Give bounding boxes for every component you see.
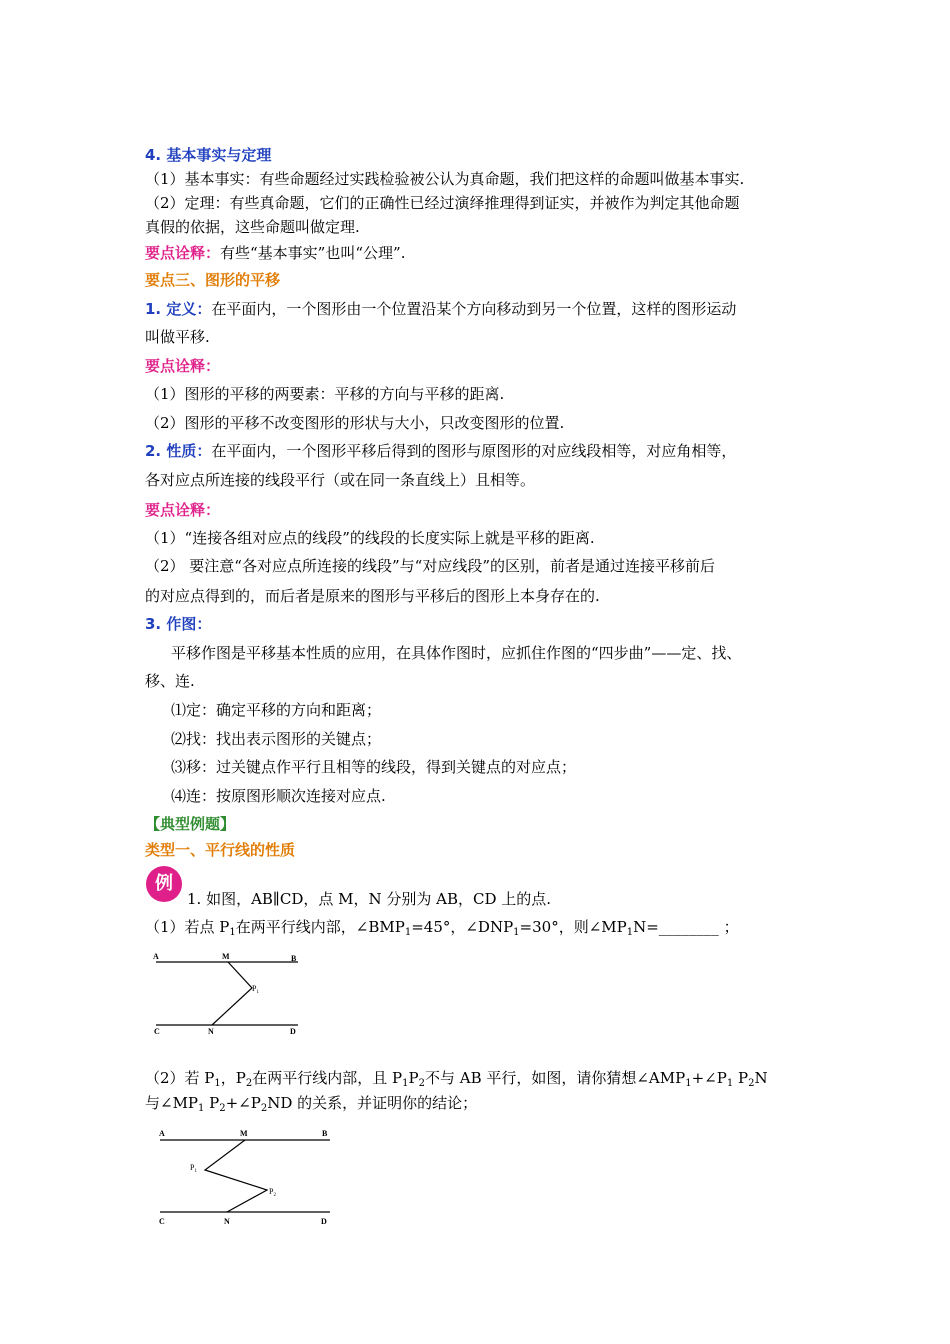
figure-1 bbox=[150, 950, 310, 1040]
section4-title: 4. 基本事实与定理 bbox=[145, 146, 272, 164]
label-b: B bbox=[322, 1129, 328, 1138]
definition-line-2: 叫做平移. bbox=[145, 328, 210, 346]
type1-title: 类型一、平行线的性质 bbox=[145, 841, 296, 859]
definition-line-1 bbox=[145, 299, 736, 319]
question-part-2-line-1: （2）若 $P_1$，$P_2$在两平行线内部，且 $P_1P_2$不与 AB 平行，如图，请你猜想$\angle AMP_1+\angle P_1$ $P_2N$ bbox=[145, 1069, 768, 1089]
question-part-1: （1）若点 $P_1$在两平行线内部，$\angle BMP_1=45^\circ$，$\angle DNP_1=30^\circ$，则$\angle MP_1N=\_\_\_\_\_\_\_\_$ ； bbox=[145, 918, 739, 938]
drawing-step-3: ⑶移：过关键点作平行且相等的线段，得到关键点的对应点； bbox=[171, 758, 577, 776]
note-text: 有些“基本事实”也叫“公理”. bbox=[220, 244, 406, 262]
examples-header: 【典型例题】 bbox=[145, 815, 236, 833]
note2-item-3: 的对应点得到的，而后者是原来的图形与平移后的图形上本身存在的. bbox=[145, 587, 600, 605]
drawing-step-1: ⑴定：确定平移的方向和距离； bbox=[171, 701, 382, 719]
property-line-2: 各对应点所连接的线段平行（或在同一条直线上）且相等。 bbox=[145, 471, 536, 489]
label-n: N bbox=[208, 1027, 214, 1036]
question-part-2-line-2: 与$\angle MP_1$ $P_2+\angle P_2ND$ 的关系，并证明你的结论； bbox=[145, 1094, 478, 1114]
path-m-p1-p2-n bbox=[205, 1140, 267, 1212]
label-a: A bbox=[153, 952, 159, 961]
definition-text: 在平面内，一个图形由一个位置沿某个方向移动到另一个位置，这样的图形运动 bbox=[211, 300, 737, 318]
label-d: D bbox=[321, 1217, 327, 1226]
label-b: B bbox=[291, 954, 297, 963]
label-p1: $P_1$ bbox=[190, 1163, 197, 1174]
label-m: M bbox=[222, 952, 230, 961]
label-n: N bbox=[224, 1217, 230, 1226]
label-c: C bbox=[159, 1217, 165, 1226]
note2-label: 要点诠释： bbox=[145, 501, 221, 519]
label-m: M bbox=[240, 1129, 248, 1138]
property-line-1 bbox=[145, 441, 736, 461]
property-label: 2. 性质： bbox=[145, 442, 212, 460]
note1-item-2: （2）图形的平移不改变图形的形状与大小，只改变图形的位置. bbox=[145, 414, 565, 432]
label-p2: $P_2$ bbox=[269, 1187, 276, 1198]
note-line bbox=[145, 243, 405, 263]
label-d: D bbox=[290, 1027, 296, 1036]
note1-item-1: （1）图形的平移的两要素：平移的方向与平移的距离. bbox=[145, 385, 505, 403]
drawing-text-1: 平移作图是平移基本性质的应用，在具体作图时，应抓住作图的“四步曲”——定、找、 bbox=[171, 644, 742, 662]
drawing-step-2: ⑵找：找出表示图形的关键点； bbox=[171, 730, 382, 748]
drawing-text-2: 移、连. bbox=[145, 672, 195, 690]
fact-definition: （1）基本事实：有些命题经过实践检验被公认为真命题，我们把这样的命题叫做基本事实. bbox=[145, 170, 745, 188]
example-badge-icon: 例 bbox=[146, 866, 182, 902]
path-m-p1-n bbox=[212, 962, 252, 1025]
note2-item-1: （1）“连接各组对应点的线段”的线段的长度实际上就是平移的距离. bbox=[145, 529, 595, 547]
translation-title: 要点三、图形的平移 bbox=[145, 271, 281, 289]
definition-label: 1. 定义： bbox=[145, 300, 212, 318]
label-c: C bbox=[154, 1027, 160, 1036]
figure-2 bbox=[155, 1122, 335, 1232]
property-text: 在平面内，一个图形平移后得到的图形与原图形的对应线段相等，对应角相等， bbox=[211, 442, 737, 460]
note2-item-2: （2） 要注意“各对应点所连接的线段”与“对应线段”的区别，前者是通过连接平移前后 bbox=[145, 557, 715, 575]
drawing-label: 3. 作图： bbox=[145, 615, 212, 633]
label-p1: $P_1$ bbox=[252, 984, 259, 995]
theorem-definition-1: （2）定理：有些真命题，它们的正确性已经过演绎推理得到证实，并被作为判定其他命题 bbox=[145, 194, 740, 212]
label-a: A bbox=[159, 1129, 165, 1138]
note-label: 要点诠释： bbox=[145, 244, 221, 262]
drawing-step-4: ⑷连：按原图形顺次连接对应点. bbox=[171, 787, 386, 805]
note1-label: 要点诠释： bbox=[145, 357, 221, 375]
theorem-definition-2: 真假的依据，这些命题叫做定理. bbox=[145, 218, 360, 236]
question-intro: 1. 如图，AB∥CD，点 M，N 分别为 AB，CD 上的点. bbox=[187, 890, 552, 908]
